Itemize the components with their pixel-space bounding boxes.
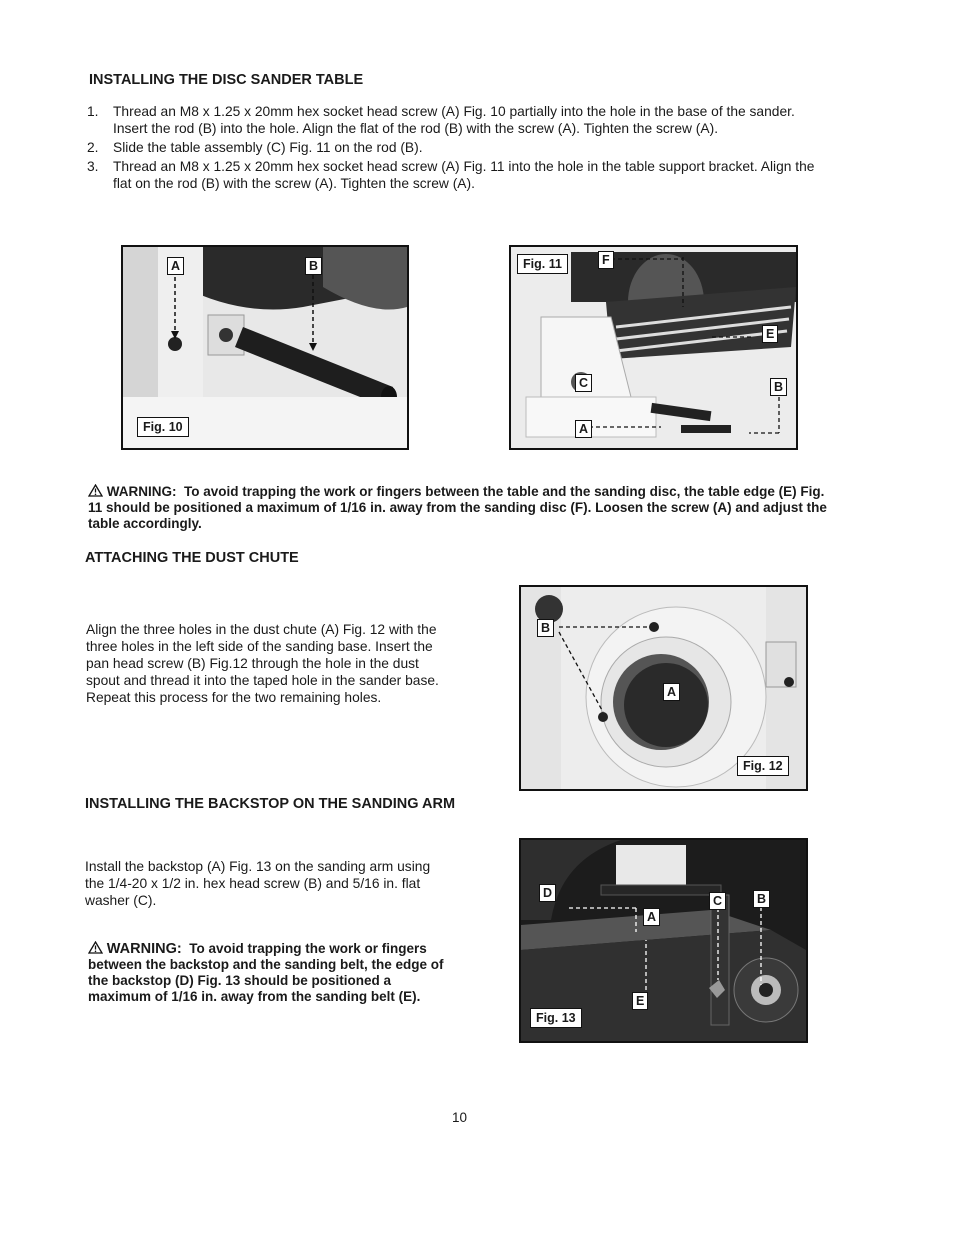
fig12-label-a: A <box>663 683 680 701</box>
warning-disc-table: WARNING: To avoid trapping the work or fingers between the table and the sanding disc, the table edge (E) Fig. 11 should be positioned a maximum of 1/16 in. away from the sanding disc (F). Loosen the screw (A) and adjust the table accordingly. <box>88 484 827 531</box>
dust-chute-text: Align the three holes in the dust chute (A) Fig. 12 with the three holes in the left side of the sanding base. Insert the pan head screw (B) Fig.12 through the hole in the dust spout and thread it into the taped hole in the sander base. Repeat this process for the two remaining holes. <box>86 622 439 705</box>
fig13-label-a: A <box>643 908 660 926</box>
heading-disc-table: INSTALLING THE DISC SANDER TABLE <box>89 72 364 88</box>
fig10-label-a: A <box>167 257 184 275</box>
fig11-caption: Fig. 11 <box>517 254 568 274</box>
backstop-text: Install the backstop (A) Fig. 13 on the sanding arm using the 1/4-20 x 1/2 in. hex head screw (B) and 5/16 in. flat washer (C). <box>85 859 431 908</box>
warning-icon <box>88 484 103 497</box>
fig11-label-f: F <box>598 251 614 269</box>
warning-icon <box>88 941 103 954</box>
warning-backstop: WARNING: To avoid trapping the work or fingers between the backstop and the sanding belt, the edge of the backstop (D) Fig. 13 should be positioned a maximum of 1/16 in. away from the sanding belt (E). <box>88 941 444 1004</box>
step-3: 3. Thread an M8 x 1.25 x 20mm hex socket head screw (A) Fig. 11 into the hole in the table support bracket. Align the flat on the rod (B) with the screw (A). Tighten the screw (A). <box>87 159 815 191</box>
fig13-caption: Fig. 13 <box>530 1008 582 1028</box>
step-2: 2. Slide the table assembly (C) Fig. 11 on the rod (B). <box>87 140 423 155</box>
fig12-caption: Fig. 12 <box>737 756 789 776</box>
figure-10 <box>121 245 409 450</box>
fig11-photo <box>511 247 796 448</box>
heading-backstop: INSTALLING THE BACKSTOP ON THE SANDING ARM <box>85 796 456 812</box>
fig13-label-c: C <box>709 892 726 910</box>
figure-12 <box>519 585 808 791</box>
figure-13 <box>519 838 808 1043</box>
fig10-caption: Fig. 10 <box>137 417 189 437</box>
fig11-label-a: A <box>575 420 592 438</box>
step-1: 1. Thread an M8 x 1.25 x 20mm hex socket head screw (A) Fig. 10 partially into the hole in the base of the sander. Insert the rod (B) into the hole. Align the flat of the rod (B) with the screw (A). Tighten the screw (A). <box>87 104 795 136</box>
heading-dust-chute: ATTACHING THE DUST CHUTE <box>85 550 299 566</box>
fig13-label-d: D <box>539 884 556 902</box>
fig10-label-b: B <box>305 257 322 275</box>
fig11-label-b: B <box>770 378 787 396</box>
fig13-label-b: B <box>753 890 770 908</box>
page-number: 10 <box>452 1110 468 1125</box>
steps-list <box>87 103 827 194</box>
fig11-label-c: C <box>575 374 592 392</box>
fig11-label-e: E <box>762 325 778 343</box>
fig13-label-e: E <box>632 992 648 1010</box>
figure-11 <box>509 245 798 450</box>
fig12-label-b: B <box>537 619 554 637</box>
